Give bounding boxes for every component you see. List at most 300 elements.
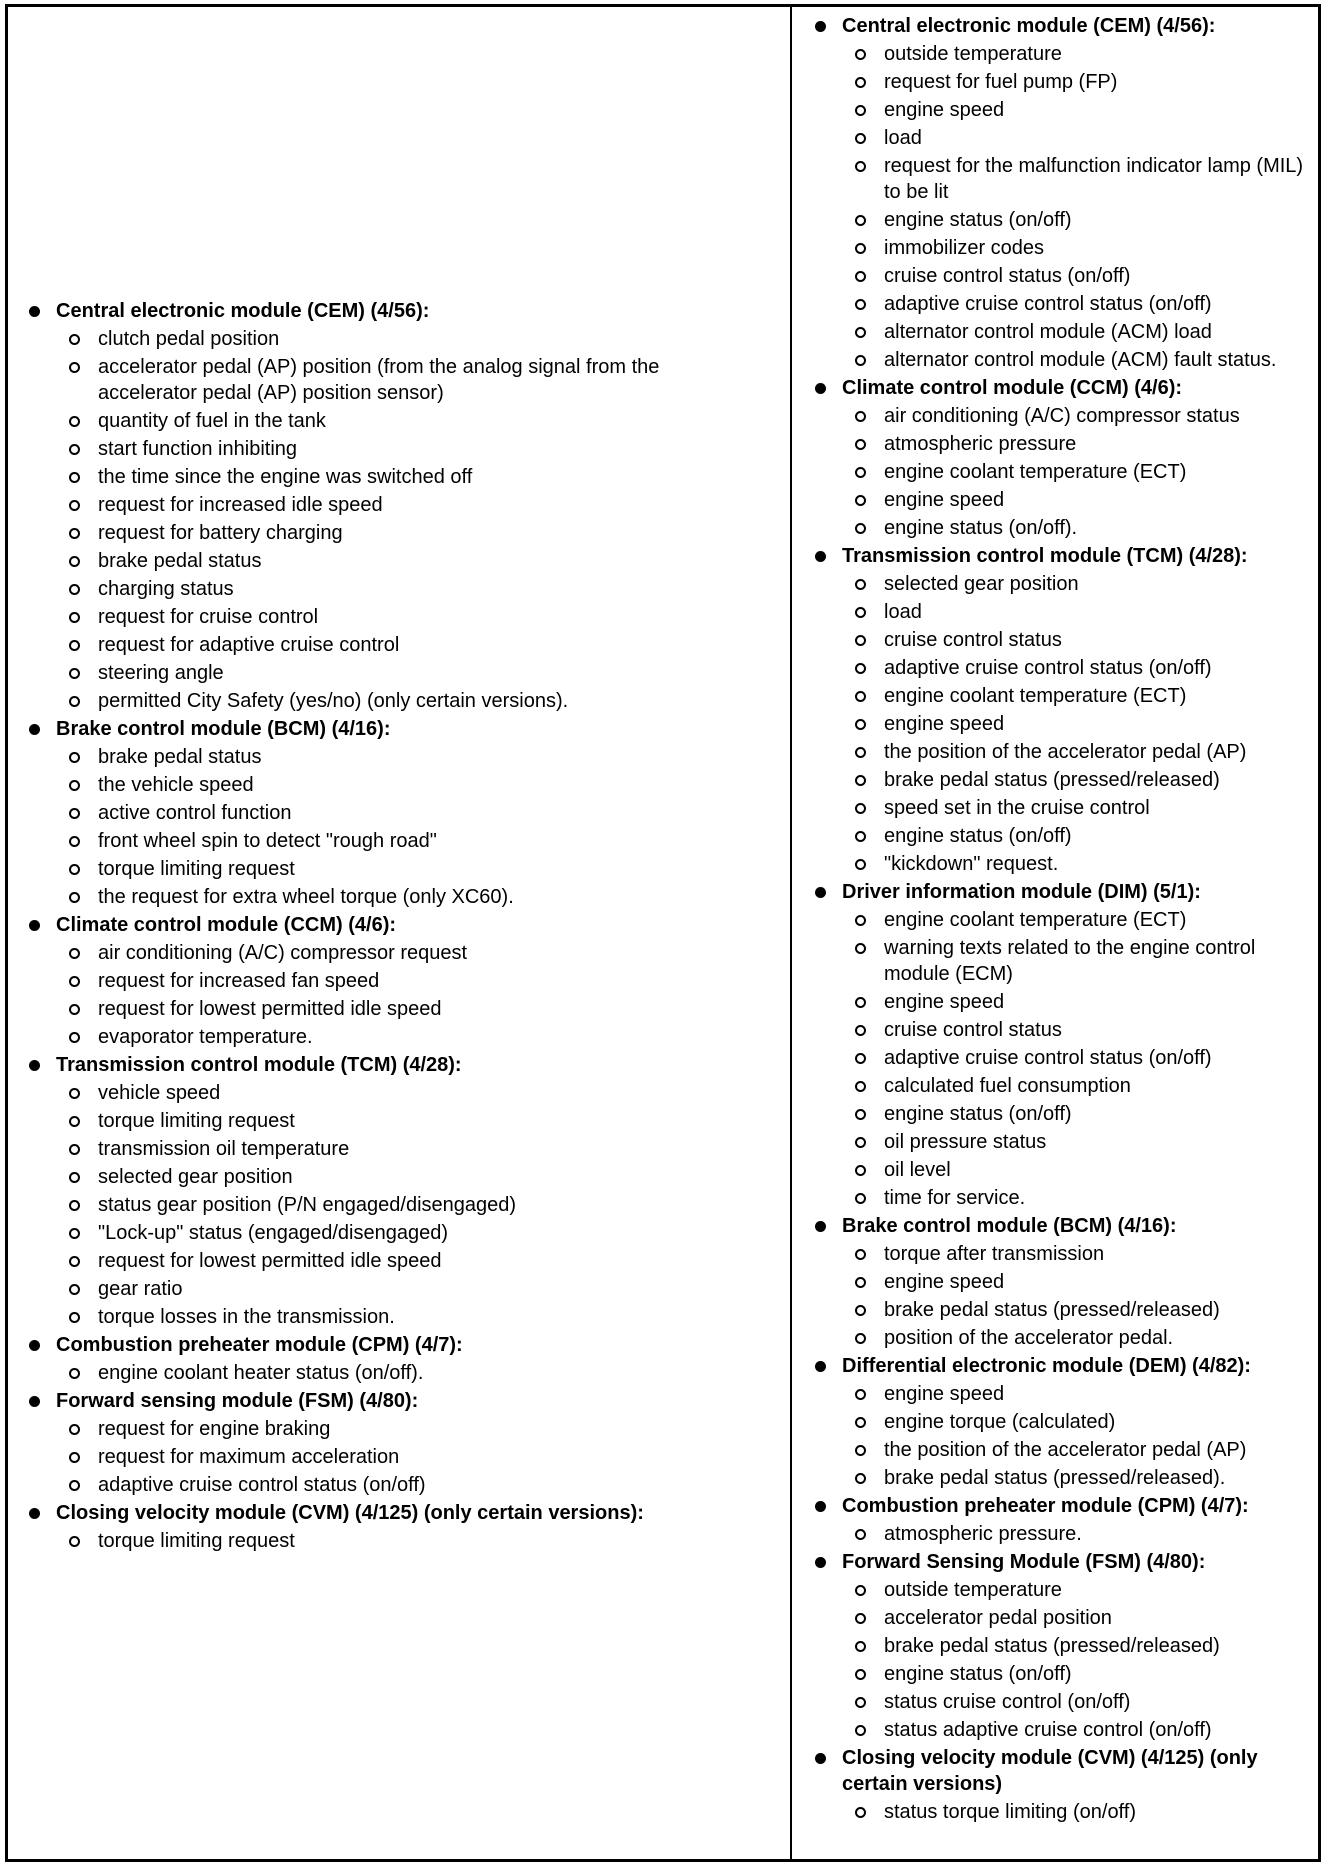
module-heading xyxy=(808,878,1318,906)
signal-text: brake pedal status xyxy=(98,746,262,768)
signal-text: engine coolant heater status (on/off). xyxy=(98,1362,424,1384)
module-title: Forward Sensing Module (FSM) (4/80): xyxy=(842,1551,1206,1573)
signal-list xyxy=(808,570,1318,878)
module-title: Combustion preheater module (CPM) (4/7): xyxy=(842,1495,1249,1517)
signal-item xyxy=(22,1275,722,1303)
signal-item xyxy=(22,1135,722,1163)
signal-item xyxy=(22,1079,722,1107)
signal-item xyxy=(808,710,1318,738)
signal-text: the time since the engine was switched off xyxy=(98,466,473,488)
hollow-bullet-icon xyxy=(69,1116,80,1127)
hollow-bullet-icon xyxy=(69,500,80,511)
module-group xyxy=(808,878,1318,1212)
hollow-bullet-icon xyxy=(69,1032,80,1043)
hollow-bullet-icon xyxy=(855,1529,866,1540)
signal-text: outside temperature xyxy=(884,43,1062,65)
signal-item xyxy=(808,1464,1318,1492)
signal-item xyxy=(808,1128,1318,1156)
signal-text: the position of the accelerator pedal (AP) xyxy=(884,741,1247,763)
hollow-bullet-icon xyxy=(69,780,80,791)
signal-text: gear ratio xyxy=(98,1278,183,1300)
signal-item xyxy=(808,1576,1318,1604)
signal-item xyxy=(808,402,1318,430)
signal-item xyxy=(808,1604,1318,1632)
hollow-bullet-icon xyxy=(69,612,80,623)
module-title: Combustion preheater module (CPM) (4/7): xyxy=(56,1334,463,1356)
filled-bullet-icon xyxy=(815,551,826,562)
signal-item xyxy=(22,771,722,799)
signal-item xyxy=(808,262,1318,290)
signal-text: engine coolant temperature (ECT) xyxy=(884,461,1187,483)
signal-item xyxy=(22,995,722,1023)
hollow-bullet-icon xyxy=(855,1669,866,1680)
hollow-bullet-icon xyxy=(69,584,80,595)
signal-text: engine speed xyxy=(884,1271,1005,1293)
signal-text: engine torque (calculated) xyxy=(884,1411,1116,1433)
signal-list xyxy=(808,40,1318,374)
hollow-bullet-icon xyxy=(855,439,866,450)
hollow-bullet-icon xyxy=(855,1025,866,1036)
signal-text: request for fuel pump (FP) xyxy=(884,71,1118,93)
filled-bullet-icon xyxy=(815,1753,826,1764)
signal-text: engine status (on/off). xyxy=(884,517,1078,539)
hollow-bullet-icon xyxy=(855,1473,866,1484)
signal-item xyxy=(22,659,722,687)
signal-item xyxy=(22,799,722,827)
signal-item xyxy=(808,1660,1318,1688)
hollow-bullet-icon xyxy=(855,161,866,172)
module-title: Transmission control module (TCM) (4/28): xyxy=(842,545,1248,567)
signal-item xyxy=(22,1163,722,1191)
module-heading xyxy=(808,542,1318,570)
signal-text: torque limiting request xyxy=(98,1110,295,1132)
signal-list xyxy=(808,1576,1318,1744)
hollow-bullet-icon xyxy=(69,1144,80,1155)
module-heading xyxy=(808,1352,1318,1380)
hollow-bullet-icon xyxy=(855,663,866,674)
hollow-bullet-icon xyxy=(69,528,80,539)
signal-text: torque limiting request xyxy=(98,1530,295,1552)
module-title: Brake control module (BCM) (4/16): xyxy=(56,718,391,740)
module-title: Central electronic module (CEM) (4/56): xyxy=(56,300,430,322)
module-heading xyxy=(808,1492,1318,1520)
filled-bullet-icon xyxy=(29,1396,40,1407)
hollow-bullet-icon xyxy=(855,1585,866,1596)
right-column xyxy=(808,12,1318,1826)
signal-item xyxy=(22,967,722,995)
signal-text: vehicle speed xyxy=(98,1082,221,1104)
hollow-bullet-icon xyxy=(855,1613,866,1624)
signal-text: adaptive cruise control status (on/off) xyxy=(884,1047,1212,1069)
signal-list xyxy=(808,906,1318,1212)
signal-text: request for engine braking xyxy=(98,1418,331,1440)
module-group xyxy=(808,1212,1318,1352)
signal-text: engine status (on/off) xyxy=(884,1663,1072,1685)
signal-text: charging status xyxy=(98,578,234,600)
signal-item xyxy=(808,1100,1318,1128)
hollow-bullet-icon xyxy=(855,1305,866,1316)
module-group xyxy=(808,374,1318,542)
signal-list xyxy=(22,1527,722,1555)
signal-text: request for increased fan speed xyxy=(98,970,380,992)
hollow-bullet-icon xyxy=(855,831,866,842)
signal-item xyxy=(22,353,722,407)
hollow-bullet-icon xyxy=(855,719,866,730)
hollow-bullet-icon xyxy=(855,133,866,144)
signal-item xyxy=(808,96,1318,124)
signal-text: brake pedal status (pressed/released) xyxy=(884,1635,1220,1657)
signal-text: brake pedal status xyxy=(98,550,262,572)
module-heading xyxy=(808,1744,1318,1798)
signal-item xyxy=(808,318,1318,346)
signal-item xyxy=(808,934,1318,988)
signal-text: position of the accelerator pedal. xyxy=(884,1327,1174,1349)
hollow-bullet-icon xyxy=(855,1445,866,1456)
filled-bullet-icon xyxy=(815,383,826,394)
module-title: Differential electronic module (DEM) (4/82): xyxy=(842,1355,1251,1377)
module-heading xyxy=(22,1331,722,1359)
signal-text: engine coolant temperature (ECT) xyxy=(884,909,1187,931)
module-group xyxy=(22,911,722,1051)
signal-text: adaptive cruise control status (on/off) xyxy=(884,293,1212,315)
signal-item xyxy=(808,1016,1318,1044)
signal-text: engine status (on/off) xyxy=(884,825,1072,847)
signal-item xyxy=(22,463,722,491)
module-heading xyxy=(808,374,1318,402)
signal-item xyxy=(808,1156,1318,1184)
signal-item xyxy=(808,794,1318,822)
signal-item xyxy=(808,1408,1318,1436)
signal-text: brake pedal status (pressed/released) xyxy=(884,769,1220,791)
hollow-bullet-icon xyxy=(855,243,866,254)
hollow-bullet-icon xyxy=(855,747,866,758)
hollow-bullet-icon xyxy=(69,1480,80,1491)
signal-item xyxy=(22,575,722,603)
signal-text: adaptive cruise control status (on/off) xyxy=(884,657,1212,679)
signal-item xyxy=(808,458,1318,486)
signal-list xyxy=(808,1240,1318,1352)
signal-text: engine speed xyxy=(884,489,1005,511)
signal-text: oil pressure status xyxy=(884,1131,1047,1153)
signal-text: steering angle xyxy=(98,662,224,684)
hollow-bullet-icon xyxy=(855,1249,866,1260)
hollow-bullet-icon xyxy=(855,1389,866,1400)
module-heading xyxy=(22,297,722,325)
signal-item xyxy=(22,547,722,575)
hollow-bullet-icon xyxy=(69,1452,80,1463)
signal-text: engine coolant temperature (ECT) xyxy=(884,685,1187,707)
signal-item xyxy=(22,435,722,463)
hollow-bullet-icon xyxy=(69,1200,80,1211)
signal-text: request for the malfunction indicator lamp (MIL) to be lit xyxy=(884,155,1304,203)
hollow-bullet-icon xyxy=(69,892,80,903)
signal-list xyxy=(808,1798,1318,1826)
signal-text: request for lowest permitted idle speed xyxy=(98,1250,442,1272)
hollow-bullet-icon xyxy=(69,976,80,987)
signal-text: alternator control module (ACM) fault status. xyxy=(884,349,1277,371)
signal-text: oil level xyxy=(884,1159,951,1181)
signal-text: start function inhibiting xyxy=(98,438,298,460)
hollow-bullet-icon xyxy=(69,696,80,707)
module-title: Closing velocity module (CVM) (4/125) (only certain versions) xyxy=(842,1747,1258,1795)
module-list-left xyxy=(22,297,722,1555)
signal-list xyxy=(22,939,722,1051)
signal-text: front wheel spin to detect "rough road" xyxy=(98,830,437,852)
module-heading xyxy=(22,911,722,939)
hollow-bullet-icon xyxy=(855,997,866,1008)
signal-text: the request for extra wheel torque (only XC60). xyxy=(98,886,514,908)
signal-item xyxy=(808,626,1318,654)
hollow-bullet-icon xyxy=(69,1256,80,1267)
signal-item xyxy=(22,855,722,883)
module-heading xyxy=(22,1499,722,1527)
signal-text: permitted City Safety (yes/no) (only certain versions). xyxy=(98,690,569,712)
module-heading xyxy=(808,12,1318,40)
signal-list xyxy=(22,325,722,715)
hollow-bullet-icon xyxy=(69,334,80,345)
signal-item xyxy=(22,1023,722,1051)
filled-bullet-icon xyxy=(815,1557,826,1568)
signal-item xyxy=(22,1247,722,1275)
signal-text: alternator control module (ACM) load xyxy=(884,321,1212,343)
signal-item xyxy=(808,988,1318,1016)
module-group xyxy=(808,542,1318,878)
signal-list xyxy=(22,1079,722,1331)
signal-item xyxy=(22,1415,722,1443)
filled-bullet-icon xyxy=(815,1501,826,1512)
signal-item xyxy=(808,738,1318,766)
signal-text: adaptive cruise control status (on/off) xyxy=(98,1474,426,1496)
signal-item xyxy=(808,124,1318,152)
signal-item xyxy=(808,514,1318,542)
hollow-bullet-icon xyxy=(69,472,80,483)
hollow-bullet-icon xyxy=(855,215,866,226)
signal-text: request for increased idle speed xyxy=(98,494,383,516)
hollow-bullet-icon xyxy=(855,859,866,870)
signal-item xyxy=(808,654,1318,682)
left-column xyxy=(22,297,722,1555)
module-heading xyxy=(808,1548,1318,1576)
signal-item xyxy=(808,570,1318,598)
signal-text: request for maximum acceleration xyxy=(98,1446,400,1468)
signal-text: engine speed xyxy=(884,991,1005,1013)
signal-list xyxy=(22,1415,722,1499)
signal-text: the vehicle speed xyxy=(98,774,254,796)
hollow-bullet-icon xyxy=(855,607,866,618)
signal-text: request for adaptive cruise control xyxy=(98,634,400,656)
hollow-bullet-icon xyxy=(69,1536,80,1547)
module-title: Climate control module (CCM) (4/6): xyxy=(56,914,397,936)
signal-text: status cruise control (on/off) xyxy=(884,1691,1131,1713)
hollow-bullet-icon xyxy=(855,1137,866,1148)
hollow-bullet-icon xyxy=(855,915,866,926)
signal-text: atmospheric pressure xyxy=(884,433,1077,455)
hollow-bullet-icon xyxy=(69,444,80,455)
signal-text: time for service. xyxy=(884,1187,1026,1209)
filled-bullet-icon xyxy=(815,887,826,898)
hollow-bullet-icon xyxy=(69,1004,80,1015)
signal-item xyxy=(22,1471,722,1499)
column-divider xyxy=(790,4,792,1862)
signal-text: brake pedal status (pressed/released). xyxy=(884,1467,1226,1489)
signal-item xyxy=(22,687,722,715)
filled-bullet-icon xyxy=(29,1340,40,1351)
signal-text: engine speed xyxy=(884,99,1005,121)
signal-item xyxy=(808,850,1318,878)
signal-item xyxy=(808,234,1318,262)
signal-item xyxy=(808,1044,1318,1072)
signal-text: air conditioning (A/C) compressor status xyxy=(884,405,1240,427)
signal-text: cruise control status xyxy=(884,1019,1062,1041)
hollow-bullet-icon xyxy=(69,1368,80,1379)
hollow-bullet-icon xyxy=(855,1641,866,1652)
hollow-bullet-icon xyxy=(855,1109,866,1120)
signal-text: status adaptive cruise control (on/off) xyxy=(884,1719,1212,1741)
signal-text: engine status (on/off) xyxy=(884,209,1072,231)
signal-item xyxy=(22,743,722,771)
signal-text: engine speed xyxy=(884,713,1005,735)
signal-item xyxy=(22,603,722,631)
module-group xyxy=(808,12,1318,374)
hollow-bullet-icon xyxy=(855,691,866,702)
signal-text: atmospheric pressure. xyxy=(884,1523,1082,1545)
hollow-bullet-icon xyxy=(855,271,866,282)
signal-item xyxy=(808,1072,1318,1100)
signal-text: load xyxy=(884,127,922,149)
signal-text: request for cruise control xyxy=(98,606,319,628)
hollow-bullet-icon xyxy=(855,411,866,422)
signal-item xyxy=(808,1798,1318,1826)
signal-text: accelerator pedal position xyxy=(884,1607,1112,1629)
hollow-bullet-icon xyxy=(69,864,80,875)
signal-list xyxy=(808,1380,1318,1492)
module-heading xyxy=(22,1051,722,1079)
signal-text: transmission oil temperature xyxy=(98,1138,350,1160)
signal-item xyxy=(22,1303,722,1331)
hollow-bullet-icon xyxy=(855,635,866,646)
signal-item xyxy=(808,682,1318,710)
signal-text: clutch pedal position xyxy=(98,328,280,350)
signal-text: status torque limiting (on/off) xyxy=(884,1801,1136,1823)
signal-item xyxy=(808,1268,1318,1296)
signal-item xyxy=(808,1436,1318,1464)
filled-bullet-icon xyxy=(815,1361,826,1372)
signal-list xyxy=(22,1359,722,1387)
hollow-bullet-icon xyxy=(855,49,866,60)
hollow-bullet-icon xyxy=(69,1284,80,1295)
signal-text: the position of the accelerator pedal (AP) xyxy=(884,1439,1247,1461)
filled-bullet-icon xyxy=(29,306,40,317)
signal-item xyxy=(808,346,1318,374)
module-group xyxy=(22,1051,722,1331)
signal-text: torque losses in the transmission. xyxy=(98,1306,395,1328)
signal-item xyxy=(808,1520,1318,1548)
signal-text: engine speed xyxy=(884,1383,1005,1405)
module-title: Brake control module (BCM) (4/16): xyxy=(842,1215,1177,1237)
hollow-bullet-icon xyxy=(855,77,866,88)
hollow-bullet-icon xyxy=(855,355,866,366)
filled-bullet-icon xyxy=(29,1060,40,1071)
hollow-bullet-icon xyxy=(855,1165,866,1176)
hollow-bullet-icon xyxy=(69,668,80,679)
signal-item xyxy=(808,766,1318,794)
hollow-bullet-icon xyxy=(855,1193,866,1204)
signal-text: request for lowest permitted idle speed xyxy=(98,998,442,1020)
signal-text: torque after transmission xyxy=(884,1243,1105,1265)
hollow-bullet-icon xyxy=(855,943,866,954)
hollow-bullet-icon xyxy=(855,467,866,478)
hollow-bullet-icon xyxy=(855,1081,866,1092)
signal-list xyxy=(808,402,1318,542)
hollow-bullet-icon xyxy=(855,495,866,506)
signal-item xyxy=(808,1632,1318,1660)
module-group xyxy=(22,1331,722,1387)
signal-item xyxy=(22,491,722,519)
filled-bullet-icon xyxy=(29,1508,40,1519)
signal-text: quantity of fuel in the tank xyxy=(98,410,326,432)
signal-item xyxy=(808,68,1318,96)
hollow-bullet-icon xyxy=(69,752,80,763)
module-title: Driver information module (DIM) (5/1): xyxy=(842,881,1201,903)
signal-item xyxy=(808,598,1318,626)
hollow-bullet-icon xyxy=(855,1807,866,1818)
hollow-bullet-icon xyxy=(855,1333,866,1344)
module-group xyxy=(808,1744,1318,1826)
filled-bullet-icon xyxy=(815,21,826,32)
signal-item xyxy=(808,486,1318,514)
signal-item xyxy=(808,1380,1318,1408)
hollow-bullet-icon xyxy=(69,556,80,567)
signal-text: cruise control status (on/off) xyxy=(884,265,1131,287)
signal-text: warning texts related to the engine control module (ECM) xyxy=(884,937,1256,985)
signal-item xyxy=(22,1359,722,1387)
signal-item xyxy=(22,883,722,911)
signal-text: speed set in the cruise control xyxy=(884,797,1150,819)
signal-item xyxy=(22,631,722,659)
hollow-bullet-icon xyxy=(69,948,80,959)
module-title: Central electronic module (CEM) (4/56): xyxy=(842,15,1216,37)
signal-item xyxy=(808,822,1318,850)
signal-item xyxy=(808,1324,1318,1352)
signal-text: load xyxy=(884,601,922,623)
hollow-bullet-icon xyxy=(69,1424,80,1435)
hollow-bullet-icon xyxy=(855,105,866,116)
signal-item xyxy=(22,325,722,353)
hollow-bullet-icon xyxy=(855,1417,866,1428)
signal-item xyxy=(22,519,722,547)
hollow-bullet-icon xyxy=(69,1312,80,1323)
signal-item xyxy=(22,1107,722,1135)
hollow-bullet-icon xyxy=(855,803,866,814)
module-title: Forward sensing module (FSM) (4/80): xyxy=(56,1390,419,1412)
signal-list xyxy=(22,743,722,911)
signal-item xyxy=(808,1296,1318,1324)
signal-item xyxy=(808,430,1318,458)
hollow-bullet-icon xyxy=(69,808,80,819)
signal-item xyxy=(808,1184,1318,1212)
signal-text: accelerator pedal (AP) position (from the analog signal from the accelerator pedal (AP) position sensor) xyxy=(98,356,660,404)
hollow-bullet-icon xyxy=(855,775,866,786)
signal-item xyxy=(22,1527,722,1555)
signal-item xyxy=(808,906,1318,934)
signal-item xyxy=(808,152,1318,206)
module-title: Climate control module (CCM) (4/6): xyxy=(842,377,1183,399)
hollow-bullet-icon xyxy=(855,1697,866,1708)
module-group xyxy=(22,715,722,911)
hollow-bullet-icon xyxy=(69,1228,80,1239)
hollow-bullet-icon xyxy=(855,1277,866,1288)
signal-item xyxy=(22,939,722,967)
